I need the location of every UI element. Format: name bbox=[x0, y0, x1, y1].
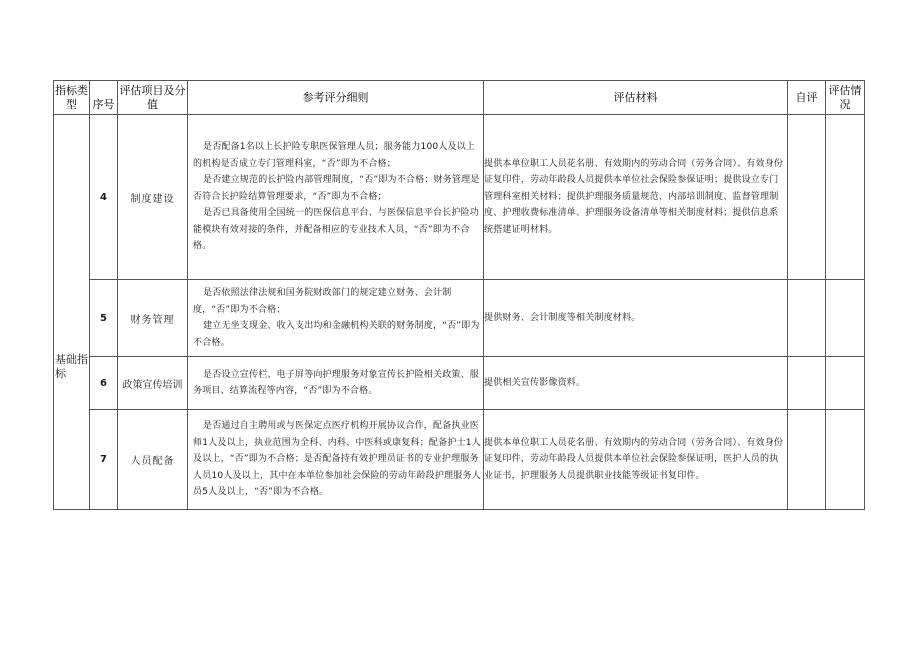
criteria-para: 是否通过自主聘用或与医保定点医疗机构开展协议合作，配备执业医师1人及以上，执业范围为全科、内科、中医科或康复科；配备护士1人及以上，“否”即为不合格；是否配备持有效护理员证书的专业护理服务人员10人及以上，其中在本单位参加社会保险的劳动年龄段护理服务人员5人及以上，“否”即为不合格。 bbox=[193, 421, 481, 498]
row-result bbox=[826, 410, 865, 510]
criteria-para: 是否已具备使用全国统一的医保信息平台、与医保信息平台长护险功能模块有效对接的条件，并配备相应的专业技术人员，“否”即为不合格。 bbox=[193, 208, 480, 252]
row-no: 5 bbox=[90, 280, 118, 357]
row-self bbox=[788, 410, 826, 510]
row-item: 政策宣传培训 bbox=[118, 357, 188, 410]
row-no: 6 bbox=[90, 357, 118, 410]
row-result bbox=[826, 280, 865, 357]
materials-text: 提供相关宣传影像资料。 bbox=[484, 377, 586, 388]
row-criteria bbox=[188, 115, 484, 280]
header-materials: 评估材料 bbox=[484, 81, 788, 115]
row-item: 人员配备 bbox=[118, 410, 188, 510]
evaluation-table bbox=[53, 80, 865, 510]
criteria-para: 是否配备1名以上长护险专职医保管理人员；服务能力100人及以上的机构是否成立专门管理科室，“否”即为不合格； bbox=[193, 142, 476, 169]
header-no: 序号 bbox=[90, 81, 118, 115]
materials-text: 提供本单位职工人员花名册、有效期内的劳动合同（劳务合同）、有效身份证复印件，劳动年龄段人员提供本单位社会保险参保证明，医护人员的执业证书，护理服务人员提供职业技能等级证书复印件。 bbox=[484, 437, 784, 481]
header-type: 指标类型 bbox=[54, 81, 90, 115]
criteria-para: 建立无坐支现金、收入支出均和金融机构关联的财务制度，“否”即为不合格。 bbox=[193, 321, 480, 348]
row-materials bbox=[484, 410, 788, 510]
row-materials bbox=[484, 280, 788, 357]
group-type: 基础指标 bbox=[54, 115, 90, 510]
row-criteria bbox=[188, 280, 484, 357]
row-self bbox=[788, 115, 826, 280]
header-row bbox=[54, 81, 865, 115]
header-result: 评估情况 bbox=[826, 81, 865, 115]
row-item: 制度建设 bbox=[118, 115, 188, 280]
criteria-para: 是否设立宣传栏、电子屏等向护理服务对象宣传长护险相关政策、服务项目、结算流程等内容，“否”即为不合格。 bbox=[193, 369, 480, 396]
header-self: 自评 bbox=[788, 81, 826, 115]
row-materials bbox=[484, 357, 788, 410]
row-no: 7 bbox=[90, 410, 118, 510]
header-item: 评估项目及分值 bbox=[118, 81, 188, 115]
row-self bbox=[788, 280, 826, 357]
table-row bbox=[54, 357, 865, 410]
table-row bbox=[54, 280, 865, 357]
row-materials bbox=[484, 115, 788, 280]
materials-text: 提供本单位职工人员花名册、有效期内的劳动合同（劳务合同）、有效身份证复印件，劳动年龄段人员提供本单位社会保险参保证明；提供设立专门管理科室相关材料；提供护理服务质量规范、内部培训制度、监督管理制度、护理收费标准清单、护理服务设备清单等相关制度材料；提供信息系统搭建证明材料。 bbox=[484, 158, 784, 235]
materials-text: 提供财务、会计制度等相关制度材料。 bbox=[484, 312, 641, 323]
row-result bbox=[826, 115, 865, 280]
criteria-para: 是否建立规范的长护险内部管理制度，“否”即为不合格；财务管理是否符合长护险结算管理要求，“否”即为不合格； bbox=[193, 175, 480, 202]
row-criteria bbox=[188, 410, 484, 510]
row-no: 4 bbox=[90, 115, 118, 280]
row-result bbox=[826, 357, 865, 410]
row-self bbox=[788, 357, 826, 410]
header-criteria: 参考评分细则 bbox=[188, 81, 484, 115]
table-row bbox=[54, 410, 865, 510]
row-criteria bbox=[188, 357, 484, 410]
criteria-para: 是否依照法律法规和国务院财政部门的规定建立财务、会计制度，“否”即为不合格； bbox=[193, 288, 452, 315]
row-item: 财务管理 bbox=[118, 280, 188, 357]
table-row bbox=[54, 115, 865, 280]
